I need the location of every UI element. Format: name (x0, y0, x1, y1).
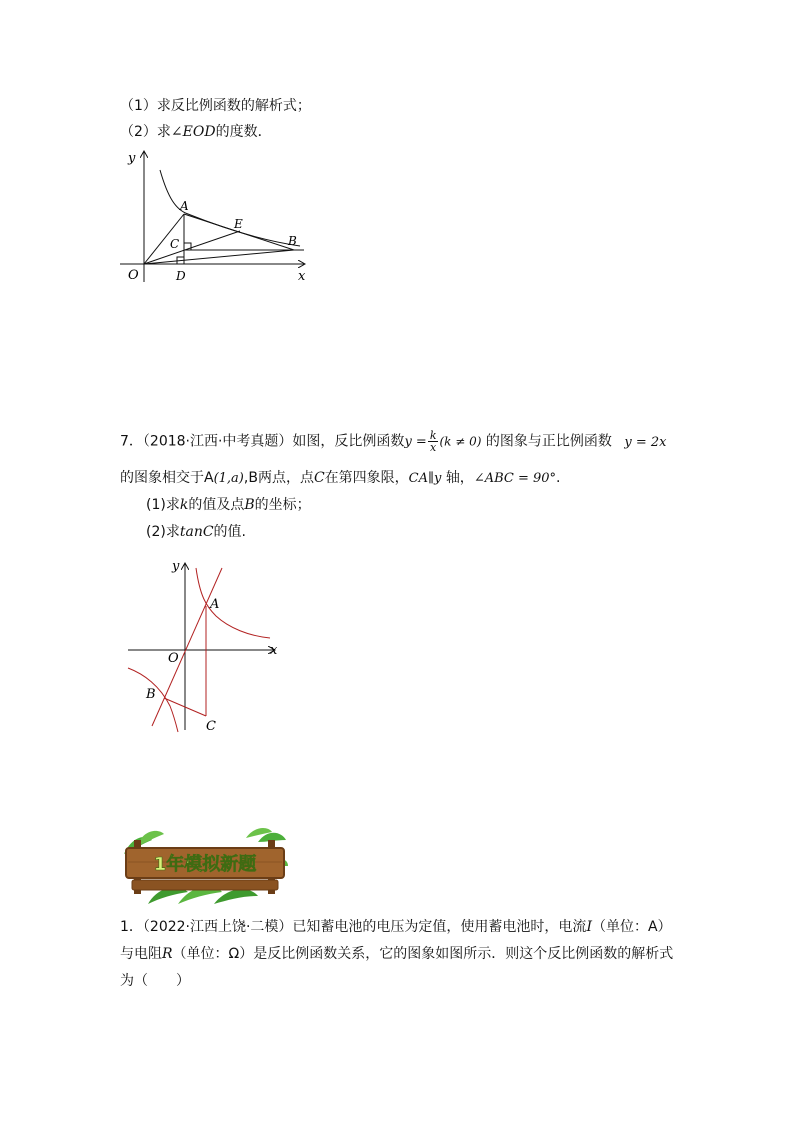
q6-label-x: x (298, 269, 306, 284)
q6-label-y: y (128, 151, 136, 166)
q7-label-c: C (206, 719, 216, 734)
banner-title: 1年模拟新题 (153, 854, 257, 875)
q7-line-ab (152, 568, 222, 726)
section-banner (118, 826, 290, 906)
q6-part2-text-b: 的度数． (215, 124, 272, 140)
q7-part1-c: 的坐标； (254, 497, 311, 513)
q7-label-o: O (168, 651, 179, 666)
q7-angle: ∠ABC = 90° (473, 471, 557, 486)
q7-figure (124, 556, 284, 736)
q7-part1-k: k (179, 497, 189, 513)
q7-fraction (428, 430, 439, 453)
q7-part2-b: 的值. (213, 524, 246, 540)
q7-label-y: y (172, 559, 180, 574)
q1-line1-a: 1．（2022·江西上饶·二模）已知蓄电池的电压为定值，使用蓄电池时，电流 (120, 919, 587, 935)
q7-line2-b: ,B两点，点 (243, 470, 314, 486)
q6-label-b: B (288, 234, 297, 248)
q7-frac-num: k (429, 429, 437, 442)
q1-var-i: I (586, 919, 592, 935)
q7-point-c: C (313, 470, 325, 486)
q1-var-r: R (162, 946, 173, 962)
q7-y-eq: y = (404, 434, 427, 450)
q1-stem-line1 (120, 917, 672, 937)
q6-label-o: O (128, 268, 139, 283)
q1-line2-b: （单位：Ω）是反比例函数关系，它的图象如图所示．则这个反比例函数的解析式 (172, 946, 674, 962)
banner-lower-plank (132, 880, 278, 890)
q7-hyperbola-q1 (196, 568, 270, 638)
q7-ca-parallel: CA∥y (408, 471, 442, 486)
q7-part2-a: (2)求 (146, 524, 180, 540)
q7-linear: y = 2x (624, 434, 667, 450)
q7-part2 (146, 522, 246, 542)
q1-line2-a: 与电阻 (120, 946, 162, 962)
q6-angle-eod: ∠EOD (170, 124, 216, 140)
q7-line2-end: . (556, 470, 561, 486)
q6-label-a: A (180, 199, 189, 213)
q7-line2-a: 的图象相交于A (120, 470, 214, 486)
q7-frac-den: x (430, 441, 437, 454)
q7-prefix: 7．（2018·江西·中考真题）如图，反比例函数 (120, 433, 405, 450)
q6-part1: （1）求反比例函数的解析式； (120, 98, 311, 114)
q7-line2-d: 轴， (445, 470, 474, 486)
q7-mid: 的图象与正比例函数 (485, 433, 612, 450)
q7-part1 (146, 495, 311, 515)
q6-part2-text-a: （2）求 (120, 124, 171, 140)
q1-stem-line3: 为（ ） (120, 973, 190, 989)
q7-label-a: A (210, 597, 220, 612)
q6-figure (118, 148, 318, 288)
q6-label-d: D (176, 269, 186, 283)
q7-label-x: x (270, 643, 278, 658)
q6-line-ob (144, 250, 294, 264)
q7-part1-b: 的值及点 (188, 497, 245, 513)
q6-label-e: E (234, 217, 243, 231)
q7-part2-tan: tanC (179, 524, 214, 540)
q7-part1-point-b: B (244, 497, 255, 513)
q6-label-c: C (170, 237, 180, 251)
q7-stem-line1 (120, 430, 666, 453)
q7-point-a: (1,a) (213, 471, 244, 486)
q7-label-b: B (146, 687, 156, 702)
q7-stem-line2 (120, 468, 561, 489)
q7-part1-a: (1)求 (146, 497, 180, 513)
q1-stem-line2 (120, 944, 673, 964)
q7-condition: (k ≠ 0) (439, 434, 482, 449)
q7-line2-c: 在第四象限， (324, 470, 409, 486)
q6-part2 (120, 122, 272, 142)
q1-line1-b: （单位：A） (591, 919, 672, 935)
